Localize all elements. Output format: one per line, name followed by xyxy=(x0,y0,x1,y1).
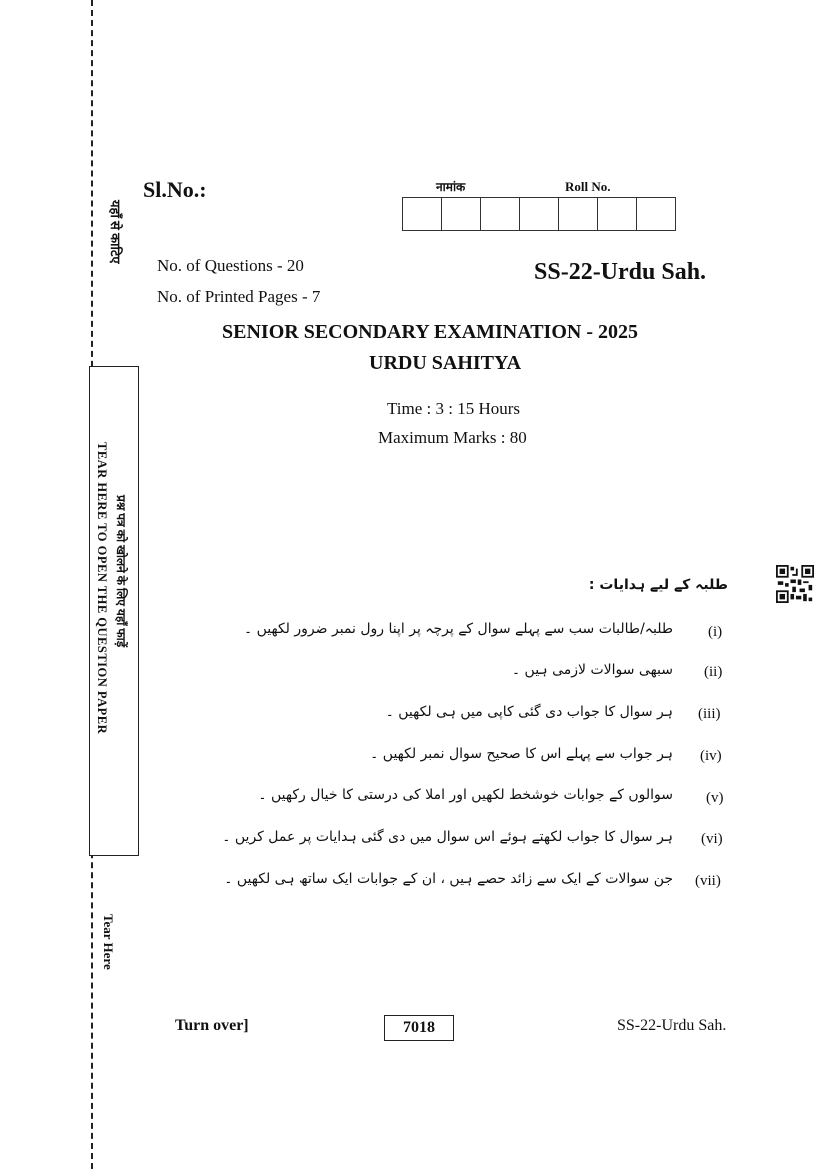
tear-instruction-en: TEAR HERE TO OPEN THE QUESTION PAPER xyxy=(95,442,109,735)
instruction-number: (vii) xyxy=(695,873,721,889)
tear-here-label: Tear Here xyxy=(101,914,116,970)
instructions-heading: طلبہ کے لیے ہدایات : xyxy=(588,577,728,593)
exam-title: SENIOR SECONDARY EXAMINATION - 2025 xyxy=(222,321,638,343)
instruction-text: سوالوں کے جوابات خوشخط لکھیں اور املا کی درستی کا خیال رکھیں ۔ xyxy=(258,787,673,803)
turn-over: Turn over] xyxy=(175,1017,249,1034)
tear-instruction-hindi: प्रश्न पत्र को खोलने के लिए यहाँ फाड़ें xyxy=(114,495,128,648)
roll-label-en: Roll No. xyxy=(565,179,611,194)
instruction-number: (iv) xyxy=(700,748,722,764)
exam-time: Time : 3 : 15 Hours xyxy=(387,399,521,418)
roll-label-hindi: नामांक xyxy=(436,180,466,194)
roll-digit-box[interactable] xyxy=(481,198,520,230)
footer-paper-code: SS-22-Urdu Sah. xyxy=(617,1017,727,1034)
roll-number-grid xyxy=(402,197,676,231)
sl-no-label: Sl.No.: xyxy=(143,177,207,202)
instruction-text: جن سوالات کے ایک سے زائد حصے ہیں ، ان کے جوابات ایک ساتھ ہی لکھیں ۔ xyxy=(224,871,673,887)
max-marks: Maximum Marks : 80 xyxy=(378,428,527,447)
roll-digit-box[interactable] xyxy=(403,198,442,230)
printed-pages-count: No. of Printed Pages - 7 xyxy=(157,287,321,306)
qr-code-icon xyxy=(776,565,814,603)
roll-digit-box[interactable] xyxy=(637,198,675,230)
questions-count: No. of Questions - 20 xyxy=(157,256,304,275)
instruction-text: طلبہ/طالبات سب سے پہلے سوال کے پرچہ پر اپنا رول نمبر ضرور لکھیں ۔ xyxy=(243,621,673,637)
paper-code: SS-22-Urdu Sah. xyxy=(534,259,707,285)
page-code-box: 7018 xyxy=(384,1015,454,1041)
instruction-number: (vi) xyxy=(701,831,723,847)
instruction-text: ہر سوال کا جواب لکھتے ہوئے اس سوال میں دی گئی ہدایات پر عمل کریں ۔ xyxy=(222,829,673,845)
subject-title: URDU SAHITYA xyxy=(369,352,522,374)
instruction-text: ہر جواب سے پہلے اس کا صحیح سوال نمبر لکھیں ۔ xyxy=(370,746,673,762)
roll-digit-box[interactable] xyxy=(442,198,481,230)
instruction-number: (i) xyxy=(708,624,723,640)
tear-box xyxy=(89,366,139,856)
instruction-number: (ii) xyxy=(704,664,723,680)
instruction-text: سبھی سوالات لازمی ہیں ۔ xyxy=(511,662,673,678)
cut-here-hindi: यहाँ से काटिए xyxy=(108,200,123,264)
roll-digit-box[interactable] xyxy=(520,198,559,230)
roll-digit-box[interactable] xyxy=(598,198,637,230)
instruction-number: (v) xyxy=(706,790,724,806)
instruction-text: ہر سوال کا جواب دی گئی کاپی میں ہی لکھیں ۔ xyxy=(385,704,673,720)
instruction-number: (iii) xyxy=(698,706,721,722)
roll-digit-box[interactable] xyxy=(559,198,598,230)
